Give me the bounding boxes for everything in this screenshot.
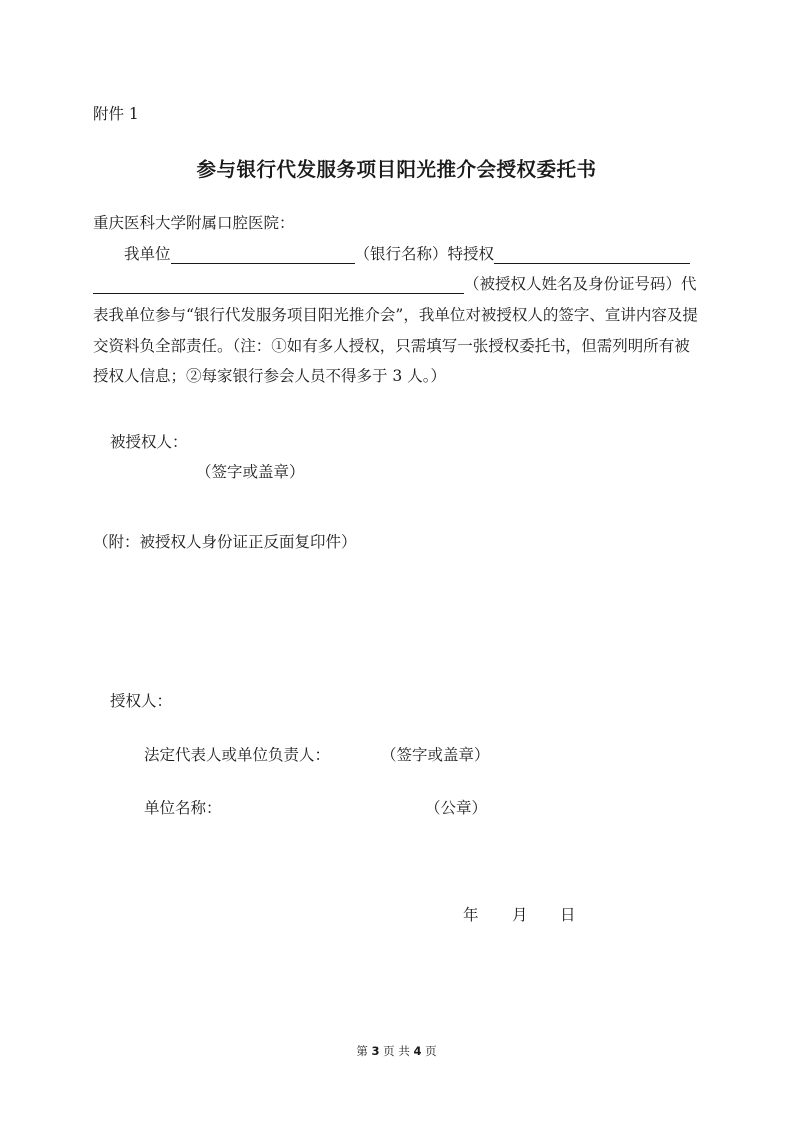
date-day: 日 xyxy=(560,906,576,924)
unit-name-label: 单位名称： xyxy=(144,799,222,817)
legal-rep-sign-hint: （签字或盖章） xyxy=(381,746,490,764)
page-footer xyxy=(0,1044,793,1058)
date-year: 年 xyxy=(463,906,479,924)
attachment-note: （附：被授权人身份证正反面复印件） xyxy=(93,533,357,551)
authorized-person-blank[interactable] xyxy=(494,245,690,264)
document-title: 参与银行代发服务项目阳光推介会授权委托书 xyxy=(196,158,597,181)
unit-seal-hint: （公章） xyxy=(425,799,488,817)
bank-name-hint: （银行名称）特授权 xyxy=(354,245,495,263)
authorizer-label: 授权人： xyxy=(110,692,173,710)
current-page-number: 3 xyxy=(371,1044,380,1058)
authorized-id-blank[interactable] xyxy=(93,275,464,294)
attachment-label: 附件 1 xyxy=(93,105,139,123)
body-line-1 xyxy=(124,244,690,264)
footer-suffix: 页 xyxy=(425,1044,437,1058)
authorized-person-sign-hint: （签字或盖章） xyxy=(196,463,305,481)
legal-rep-label: 法定代表人或单位负责人： xyxy=(144,746,331,764)
authorized-id-hint: （被授权人姓名及身份证号码）代 xyxy=(464,275,697,293)
body-line-2 xyxy=(93,274,697,294)
line1-prefix: 我单位 xyxy=(124,245,171,263)
authorized-person-label: 被授权人： xyxy=(110,433,188,451)
total-pages-number: 4 xyxy=(413,1044,422,1058)
footer-prefix: 第 xyxy=(356,1044,368,1058)
body-paragraph: 表我单位参与“银行代发服务项目阳光推介会”，我单位对被授权人的签字、宣讲内容及提交资料负全部责任。（注：①如有多人授权，只需填写一张授权委托书，但需列明所有被授权人信息；②每家银行参会人员不得多于 3 人。） xyxy=(93,306,698,385)
footer-middle: 页 共 xyxy=(383,1044,410,1058)
bank-name-blank[interactable] xyxy=(171,245,355,264)
date-month: 月 xyxy=(512,906,528,924)
addressee: 重庆医科大学附属口腔医院： xyxy=(93,214,295,232)
